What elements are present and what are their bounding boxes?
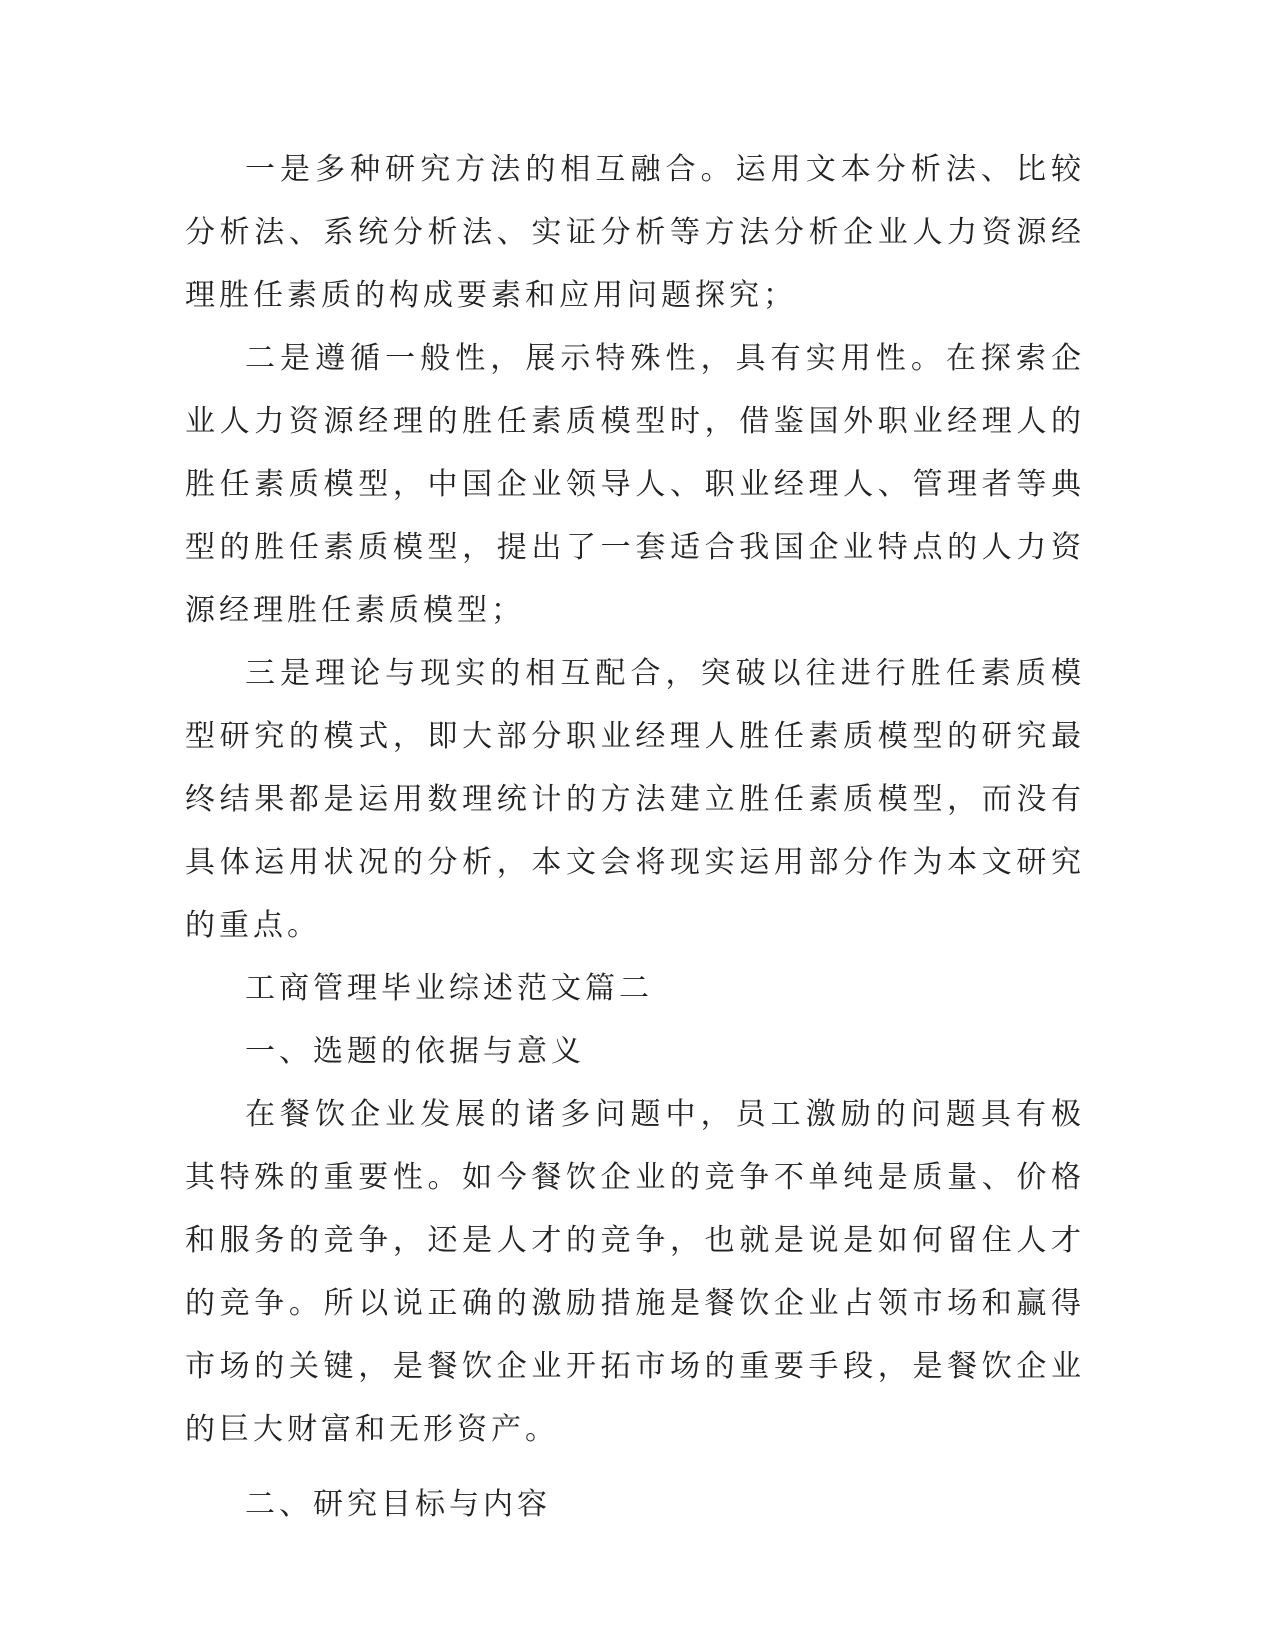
paragraph-employee-motivation: 在餐饮企业发展的诸多问题中，员工激励的问题具有极其特殊的重要性。如今餐饮企业的竞争不单纯是质量、价格和服务的竞争，还是人才的竞争，也就是说是如何留住人才的竞争。所以说正确的激励措施是餐饮企业占领市场和赢得市场的关键，是餐饮企业开拓市场的重要手段，是餐饮企业的巨大财富和无形资产。 bbox=[185, 1097, 1085, 1447]
section-title: 工商管理毕业综述范文篇二 bbox=[245, 971, 653, 1006]
heading-research-goals: 二、研究目标与内容 bbox=[245, 1487, 551, 1522]
paragraph-research-methods: 一是多种研究方法的相互融合。运用文本分析法、比较分析法、系统分析法、实证分析等方法分析企业人力资源经理胜任素质的构成要素和应用问题探究； bbox=[185, 152, 1085, 313]
heading-topic-basis: 一、选题的依据与意义 bbox=[245, 1034, 585, 1069]
paragraph-theory-practice: 三是理论与现实的相互配合，突破以往进行胜任素质模型研究的模式，即大部分职业经理人胜任素质模型的研究最终结果都是运用数理统计的方法建立胜任素质模型，而没有具体运用状况的分析，本文会将现实运用部分作为本文研究的重点。 bbox=[185, 656, 1085, 943]
document-body bbox=[185, 138, 1085, 1536]
paragraph-generality: 二是遵循一般性，展示特殊性，具有实用性。在探索企业人力资源经理的胜任素质模型时，借鉴国外职业经理人的胜任素质模型，中国企业领导人、职业经理人、管理者等典型的胜任素质模型，提出了一套适合我国企业特点的人力资源经理胜任素质模型； bbox=[185, 341, 1085, 628]
